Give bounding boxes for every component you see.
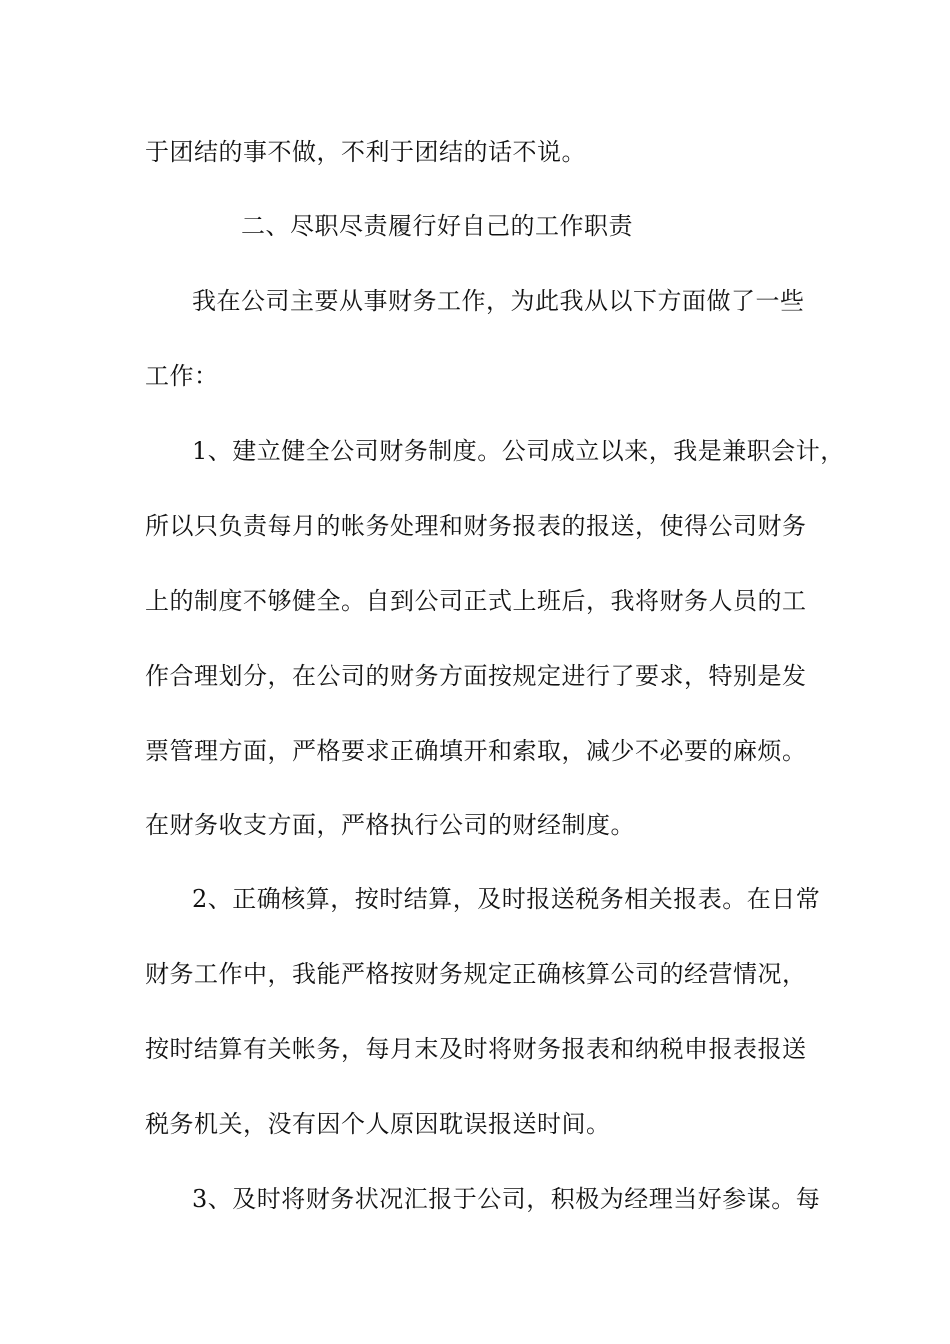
text-line: 3、及时将财务状况汇报于公司，积极为经理当好参谋。每 bbox=[192, 1185, 821, 1213]
text-line: 1、建立健全公司财务制度。公司成立以来，我是兼职会计， bbox=[192, 437, 845, 465]
text-line: 我在公司主要从事财务工作，为此我从以下方面做了一些 bbox=[192, 287, 805, 315]
text-line: 所以只负责每月的帐务处理和财务报表的报送，使得公司财务 bbox=[145, 512, 807, 540]
text-line: 在财务收支方面，严格执行公司的财经制度。 bbox=[145, 811, 635, 839]
text-line: 于团结的事不做，不利于团结的话不说。 bbox=[145, 138, 586, 166]
text-line: 财务工作中，我能严格按财务规定正确核算公司的经营情况， bbox=[145, 960, 807, 988]
text-line: 作合理划分，在公司的财务方面按规定进行了要求，特别是发 bbox=[145, 662, 807, 690]
text-line: 工作： bbox=[145, 362, 219, 390]
text-line: 票管理方面，严格要求正确填开和索取，减少不必要的麻烦。 bbox=[145, 737, 807, 765]
text-line: 按时结算有关帐务，每月末及时将财务报表和纳税申报表报送 bbox=[145, 1035, 807, 1063]
section-heading: 二、尽职尽责履行好自己的工作职责 bbox=[241, 212, 633, 240]
text-line: 2、正确核算，按时结算，及时报送税务相关报表。在日常 bbox=[192, 885, 821, 913]
text-line: 税务机关，没有因个人原因耽误报送时间。 bbox=[145, 1110, 611, 1138]
text-line: 上的制度不够健全。自到公司正式上班后，我将财务人员的工 bbox=[145, 587, 807, 615]
